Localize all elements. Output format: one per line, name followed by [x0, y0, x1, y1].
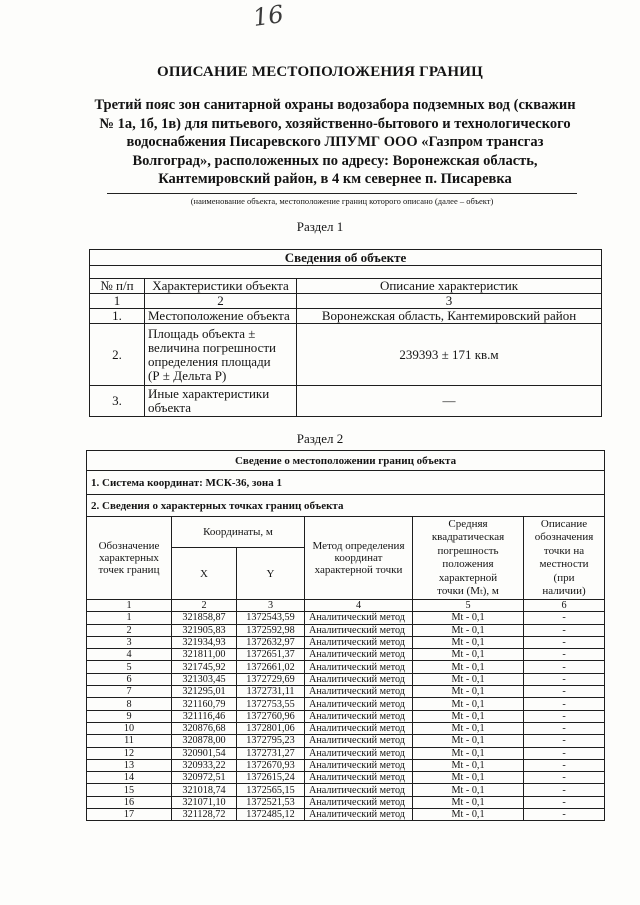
header-line: точек границ [98, 564, 160, 576]
point-error: Mt - 0,1 [413, 686, 524, 698]
point-description: - [524, 747, 605, 759]
point-description: - [524, 772, 605, 784]
x-header: X [172, 548, 237, 600]
point-method: Аналитический метод [305, 796, 413, 808]
header-line: погрешность [437, 544, 499, 557]
point-x: 321071,10 [172, 796, 237, 808]
point-method: Аналитический метод [305, 661, 413, 673]
point-y: 1372615,24 [237, 772, 305, 784]
error-header [413, 517, 524, 600]
point-description: - [524, 784, 605, 796]
coordinate-system: 1. Система координат: МСК-36, зона 1 [87, 471, 605, 495]
object-name-caption: (наименование объекта, местоположение границ которого описано (далее – объект) [190, 196, 494, 206]
point-error: Mt - 0,1 [413, 809, 524, 821]
point-y: 1372543,59 [237, 612, 305, 624]
table-row [90, 386, 602, 417]
table-row [87, 796, 605, 808]
point-x: 321295,01 [172, 686, 237, 698]
table-row [87, 636, 605, 648]
header-line: Средняя [448, 517, 488, 530]
row-description: 239393 ± 171 кв.м [297, 324, 602, 386]
point-y: 1372565,15 [237, 784, 305, 796]
point-x: 321905,83 [172, 624, 237, 636]
column-number: 2 [145, 294, 297, 309]
column-number: 1 [90, 294, 145, 309]
column-header: Описание характеристик [297, 279, 602, 294]
column-number: 3 [237, 600, 305, 612]
point-y: 1372632,97 [237, 636, 305, 648]
point-error: Mt - 0,1 [413, 636, 524, 648]
row-number: 3. [90, 386, 145, 417]
point-x: 321811,00 [172, 649, 237, 661]
point-method: Аналитический метод [305, 747, 413, 759]
characteristic-line: Площадь объекта ± [148, 325, 256, 341]
object-name-line: водоснабжения Писаревского ЛПУМГ ООО «Газпром трансгаз [126, 134, 544, 150]
points-section-title: 2. Сведения о характерных точках границ объекта [87, 495, 605, 517]
header-line: (при [553, 571, 575, 584]
document-title: ОПИСАНИЕ МЕСТОПОЛОЖЕНИЯ ГРАНИЦ [157, 64, 483, 80]
point-method: Аналитический метод [305, 636, 413, 648]
object-name-line: № 1а, 1б, 1в) для питьевого, хозяйственно-бытового и технологического [99, 115, 571, 132]
location-header: Сведение о местоположении границ объекта [87, 451, 605, 471]
header-line: положения [442, 558, 494, 570]
header-line: точки (Mₜ), м [437, 585, 499, 597]
point-number: 1 [87, 612, 172, 624]
row-characteristic: Местоположение объекта [145, 309, 297, 324]
point-description: - [524, 710, 605, 722]
characteristic-line: (Р ± Дельта Р) [148, 367, 227, 383]
column-number: 5 [413, 600, 524, 612]
point-error: Mt - 0,1 [413, 735, 524, 747]
point-number: 16 [87, 796, 172, 808]
point-y: 1372760,96 [237, 710, 305, 722]
header-line: Обозначение [98, 540, 160, 552]
point-x: 321128,72 [172, 809, 237, 821]
point-x: 320933,22 [172, 759, 237, 771]
point-method: Аналитический метод [305, 673, 413, 685]
column-header: № п/п [90, 279, 145, 294]
point-x: 321934,93 [172, 636, 237, 648]
table-row [87, 784, 605, 796]
point-error: Mt - 0,1 [413, 747, 524, 759]
header-line: Метод определения [312, 540, 405, 552]
point-number: 17 [87, 809, 172, 821]
point-error: Mt - 0,1 [413, 661, 524, 673]
table-row [87, 747, 605, 759]
point-x: 320876,68 [172, 722, 237, 734]
point-y: 1372592,98 [237, 624, 305, 636]
point-number: 6 [87, 673, 172, 685]
point-description: - [524, 686, 605, 698]
point-method: Аналитический метод [305, 759, 413, 771]
header-line: характерных [99, 552, 159, 564]
point-number: 5 [87, 661, 172, 673]
object-info-header: Сведения об объекте [90, 250, 602, 266]
point-x: 321858,87 [172, 612, 237, 624]
header-line: характерной точки [314, 564, 403, 576]
method-header [305, 517, 413, 600]
table-row [87, 772, 605, 784]
point-number: 10 [87, 722, 172, 734]
point-number: 14 [87, 772, 172, 784]
header-line: обозначения [534, 531, 594, 543]
point-error: Mt - 0,1 [413, 649, 524, 661]
table-row [87, 759, 605, 771]
table-row [87, 612, 605, 624]
point-number: 7 [87, 686, 172, 698]
point-y: 1372521,53 [237, 796, 305, 808]
header-line: характерной [438, 571, 498, 584]
point-x: 320901,54 [172, 747, 237, 759]
header-line: наличии) [542, 585, 586, 597]
point-method: Аналитический метод [305, 710, 413, 722]
point-method: Аналитический метод [305, 686, 413, 698]
coordinates-header: Координаты, м [172, 517, 305, 548]
column-number: 4 [305, 600, 413, 612]
point-number: 15 [87, 784, 172, 796]
point-method: Аналитический метод [305, 809, 413, 821]
table-row [90, 324, 602, 386]
point-error: Mt - 0,1 [413, 673, 524, 685]
point-error: Mt - 0,1 [413, 784, 524, 796]
column-header: Характеристики объекта [145, 279, 297, 294]
point-description: - [524, 759, 605, 771]
point-x: 321160,79 [172, 698, 237, 710]
object-name-line: Третий пояс зон санитарной охраны водозабора подземных вод (скважин [94, 97, 576, 113]
column-number: 2 [172, 600, 237, 612]
point-method: Аналитический метод [305, 649, 413, 661]
point-x: 321745,92 [172, 661, 237, 673]
point-y: 1372729,69 [237, 673, 305, 685]
point-number: 3 [87, 636, 172, 648]
point-number: 2 [87, 624, 172, 636]
row-number: 1. [90, 309, 145, 324]
table-row [87, 710, 605, 722]
boundary-points-table [86, 450, 605, 821]
row-number: 2. [90, 324, 145, 386]
point-y: 1372795,23 [237, 735, 305, 747]
point-x: 321116,46 [172, 710, 237, 722]
point-method: Аналитический метод [305, 784, 413, 796]
table-row [87, 661, 605, 673]
point-description: - [524, 612, 605, 624]
characteristic-line: определения площади [148, 353, 271, 369]
header-line: Описание [540, 517, 588, 530]
characteristic-line: величина погрешности [148, 339, 277, 355]
header-line: точки на [543, 544, 585, 557]
point-error: Mt - 0,1 [413, 698, 524, 710]
table-row [87, 809, 605, 821]
point-y: 1372731,11 [237, 686, 305, 698]
characteristic-line: объекта [148, 400, 192, 415]
table-row [90, 309, 602, 324]
table-row [87, 673, 605, 685]
point-description: - [524, 809, 605, 821]
table-row [87, 649, 605, 661]
point-description: - [524, 624, 605, 636]
point-error: Mt - 0,1 [413, 722, 524, 734]
table-row [87, 722, 605, 734]
point-number: 13 [87, 759, 172, 771]
object-name-line: Кантемировский район, в 4 км севернее п. Писаревка [158, 171, 512, 187]
point-description: - [524, 735, 605, 747]
point-description: - [524, 722, 605, 734]
point-y: 1372670,93 [237, 759, 305, 771]
designation-header [87, 517, 172, 600]
point-number: 4 [87, 649, 172, 661]
row-description: Воронежская область, Кантемировский район [297, 309, 602, 324]
point-description: - [524, 698, 605, 710]
point-y: 1372731,27 [237, 747, 305, 759]
point-number: 12 [87, 747, 172, 759]
object-name-line: Волгоград», расположенных по адресу: Воронежская область, [132, 152, 538, 169]
table-row [87, 698, 605, 710]
section-2-label: Раздел 2 [296, 431, 344, 446]
point-error: Mt - 0,1 [413, 612, 524, 624]
points-body [87, 612, 605, 821]
point-method: Аналитический метод [305, 722, 413, 734]
point-number: 8 [87, 698, 172, 710]
row-description: — [297, 386, 602, 417]
table-row [87, 735, 605, 747]
object-name-underline [107, 193, 577, 194]
characteristic-line: Иные характеристики [148, 386, 270, 401]
point-description: - [524, 796, 605, 808]
point-y: 1372485,12 [237, 809, 305, 821]
page-number: 16 [251, 0, 286, 32]
point-error: Mt - 0,1 [413, 710, 524, 722]
header-line: координат [334, 552, 383, 564]
point-method: Аналитический метод [305, 735, 413, 747]
point-y: 1372661,02 [237, 661, 305, 673]
point-description: - [524, 661, 605, 673]
point-error: Mt - 0,1 [413, 759, 524, 771]
column-number: 3 [297, 294, 602, 309]
point-x: 321018,74 [172, 784, 237, 796]
description-header [524, 517, 605, 600]
point-number: 11 [87, 735, 172, 747]
header-line: местности [539, 558, 589, 570]
column-number: 6 [524, 600, 605, 612]
point-description: - [524, 636, 605, 648]
point-y: 1372753,55 [237, 698, 305, 710]
y-header: Y [237, 548, 305, 600]
point-x: 321303,45 [172, 673, 237, 685]
column-number: 1 [87, 600, 172, 612]
point-number: 9 [87, 710, 172, 722]
point-method: Аналитический метод [305, 612, 413, 624]
point-description: - [524, 649, 605, 661]
row-characteristic [145, 324, 297, 386]
point-method: Аналитический метод [305, 624, 413, 636]
point-y: 1372801,06 [237, 722, 305, 734]
table-row [87, 686, 605, 698]
point-method: Аналитический метод [305, 772, 413, 784]
point-x: 320878,00 [172, 735, 237, 747]
spacer-row [90, 266, 602, 279]
point-error: Mt - 0,1 [413, 772, 524, 784]
table-row [87, 624, 605, 636]
section-1-label: Раздел 1 [296, 219, 344, 234]
point-error: Mt - 0,1 [413, 796, 524, 808]
object-name [70, 96, 600, 189]
point-x: 320972,51 [172, 772, 237, 784]
header-line: квадратическая [431, 531, 505, 543]
point-error: Mt - 0,1 [413, 624, 524, 636]
row-characteristic [145, 386, 297, 417]
point-y: 1372651,37 [237, 649, 305, 661]
point-method: Аналитический метод [305, 698, 413, 710]
point-description: - [524, 673, 605, 685]
object-info-table [89, 249, 602, 417]
